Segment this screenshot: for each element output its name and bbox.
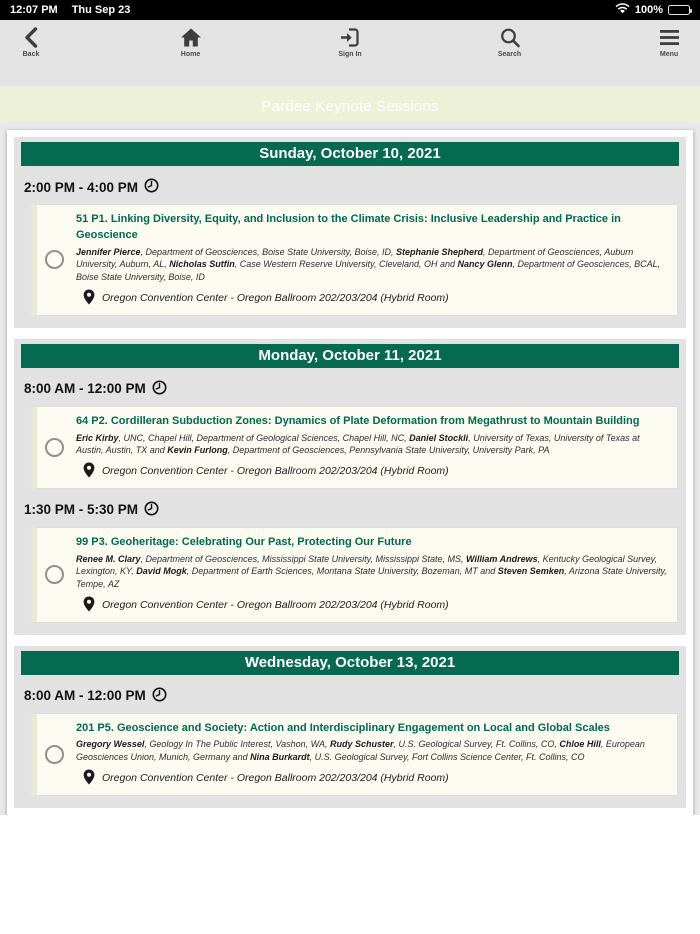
session-title[interactable]: 64 P2. Cordilleran Subduction Zones: Dynamics of Plate Deformation from Megathrust to Mountain Building bbox=[76, 414, 640, 427]
clock-icon bbox=[144, 501, 159, 519]
time-slot-label bbox=[24, 501, 679, 519]
day-slots bbox=[21, 380, 679, 623]
session-location bbox=[76, 462, 667, 481]
session-body bbox=[76, 535, 667, 615]
slot-sessions bbox=[21, 204, 679, 316]
session-authors: Renee M. Clary, Department of Geosciences, Mississippi State University, Mississippi State, MS, William Andrews, Kentucky Geological Survey, Lexington, KY, David Mogk, Department of Earth Sciences, Montana State University, Bozeman, MT and Steven Semken, Arizona State University, Tempe, AZ bbox=[76, 553, 667, 589]
day-section bbox=[14, 339, 686, 635]
session-authors: Gregory Wessel, Geology In The Public Interest, Vashon, WA, Rudy Schuster, U.S. Geological Survey, Ft. Collins, CO, Chloe Hill, European Geosciences Union, Munich, Germany and Nina Burkardt, U.S. Geological Survey, Fort Collins Science Center, Ft. Collins, CO bbox=[76, 739, 645, 763]
session-title[interactable]: 201 P5. Geoscience and Society: Action and Interdisciplinary Engagement on Local and Global Scales bbox=[76, 721, 610, 734]
clock-icon bbox=[152, 380, 167, 398]
day-section bbox=[14, 137, 686, 328]
wifi-icon bbox=[615, 3, 630, 17]
search-label: Search bbox=[497, 51, 522, 58]
time-slot bbox=[21, 687, 679, 796]
location-text: Oregon Convention Center - Oregon Ballroom 202/203/204 (Hybrid Room) bbox=[102, 772, 449, 785]
location-text: Oregon Convention Center - Oregon Ballroom 202/203/204 (Hybrid Room) bbox=[102, 292, 449, 305]
magnifier-icon bbox=[500, 27, 520, 48]
session-radio-button[interactable] bbox=[45, 250, 64, 269]
session-card[interactable] bbox=[31, 527, 678, 623]
home-button[interactable] bbox=[166, 27, 216, 86]
location-text: Oregon Convention Center - Oregon Ballroom 202/203/204 (Hybrid Room) bbox=[102, 465, 449, 478]
status-bar bbox=[0, 0, 700, 20]
navigation-toolbar bbox=[0, 20, 700, 86]
time-range: 1:30 PM - 5:30 PM bbox=[24, 502, 139, 518]
session-authors: Eric Kirby, UNC, Chapel Hill, Department of Geological Sciences, Chapel Hill, NC, Daniel Stockli, University of Texas, University of Texas at Austin, Austin, TX and Kevin Furlong, Department of Geosciences, Pennsylvania State University, University Park, PA bbox=[76, 432, 640, 456]
sign-in-label: Sign In bbox=[338, 51, 362, 58]
day-slots bbox=[21, 687, 679, 796]
battery-icon bbox=[668, 5, 690, 15]
status-time: 12:07 PM bbox=[10, 4, 58, 16]
session-radio-button[interactable] bbox=[45, 745, 64, 764]
session-authors: Jennifer Pierce, Department of Geosciences, Boise State University, Boise, ID, Stephanie Shepherd, Department of Geosciences, Auburn University, Auburn, AL, Nicholas Sutfin, Case Western Reserve University, Cleveland, OH and Nancy Glenn, Department of Geosciences, BCAL, Boise State University, Boise, ID bbox=[76, 246, 661, 283]
sign-in-button[interactable] bbox=[325, 27, 375, 86]
session-card[interactable] bbox=[31, 406, 678, 489]
day-sections bbox=[14, 137, 686, 808]
back-button[interactable] bbox=[6, 27, 56, 86]
time-range: 8:00 AM - 12:00 PM bbox=[24, 688, 146, 703]
session-card[interactable] bbox=[31, 713, 678, 796]
sessions-card bbox=[7, 130, 693, 815]
map-pin-icon bbox=[83, 769, 95, 788]
session-radio-button[interactable] bbox=[45, 565, 64, 584]
map-pin-icon bbox=[83, 596, 95, 615]
home-label: Home bbox=[180, 51, 201, 58]
day-slots bbox=[21, 178, 679, 316]
time-slot-label bbox=[24, 687, 679, 705]
status-date: Thu Sep 23 bbox=[71, 4, 131, 16]
day-header: Sunday, October 10, 2021 bbox=[21, 142, 679, 166]
time-slot bbox=[21, 380, 679, 489]
menu-button[interactable] bbox=[644, 27, 694, 86]
session-location bbox=[76, 289, 667, 308]
day-header: Monday, October 11, 2021 bbox=[21, 344, 679, 368]
map-pin-icon bbox=[83, 289, 95, 308]
page-title: Pardee Keynote Sessions bbox=[261, 97, 439, 115]
time-range: 2:00 PM - 4:00 PM bbox=[24, 179, 139, 195]
session-radio-button[interactable] bbox=[45, 438, 64, 457]
session-body bbox=[76, 414, 667, 481]
chevron-left-icon bbox=[24, 27, 38, 48]
time-slot bbox=[21, 178, 679, 316]
session-body bbox=[76, 721, 667, 788]
session-card[interactable] bbox=[31, 204, 678, 316]
session-title[interactable]: 51 P1. Linking Diversity, Equity, and Inclusion to the Climate Crisis: Inclusive Leadership and Practice in Geoscience bbox=[76, 213, 621, 241]
page-banner bbox=[0, 90, 700, 122]
menu-label: Menu bbox=[659, 51, 679, 58]
clock-icon bbox=[144, 178, 159, 196]
map-pin-icon bbox=[83, 462, 95, 481]
session-location bbox=[76, 596, 667, 615]
session-title[interactable]: 99 P3. Geoheritage: Celebrating Our Past, Protecting Our Future bbox=[76, 535, 412, 548]
time-slot-label bbox=[24, 178, 679, 196]
day-header: Wednesday, October 13, 2021 bbox=[21, 651, 679, 675]
bottom-area bbox=[0, 815, 700, 934]
house-icon bbox=[181, 27, 201, 48]
search-button[interactable] bbox=[485, 27, 535, 86]
clock-icon bbox=[152, 687, 167, 705]
content-background bbox=[0, 122, 700, 815]
time-slot bbox=[21, 501, 679, 623]
day-section bbox=[14, 646, 686, 808]
session-body bbox=[76, 212, 667, 308]
slot-sessions bbox=[21, 406, 679, 489]
arrow-into-door-icon bbox=[340, 27, 360, 48]
session-location bbox=[76, 769, 667, 788]
back-label: Back bbox=[22, 51, 40, 58]
time-slot-label bbox=[24, 380, 679, 398]
time-range: 8:00 AM - 12:00 PM bbox=[24, 381, 146, 397]
location-text: Oregon Convention Center - Oregon Ballroom 202/203/204 (Hybrid Room) bbox=[102, 599, 449, 611]
hamburger-icon bbox=[660, 27, 679, 48]
battery-percent: 100% bbox=[634, 4, 663, 16]
slot-sessions bbox=[21, 527, 679, 623]
slot-sessions bbox=[21, 713, 679, 796]
